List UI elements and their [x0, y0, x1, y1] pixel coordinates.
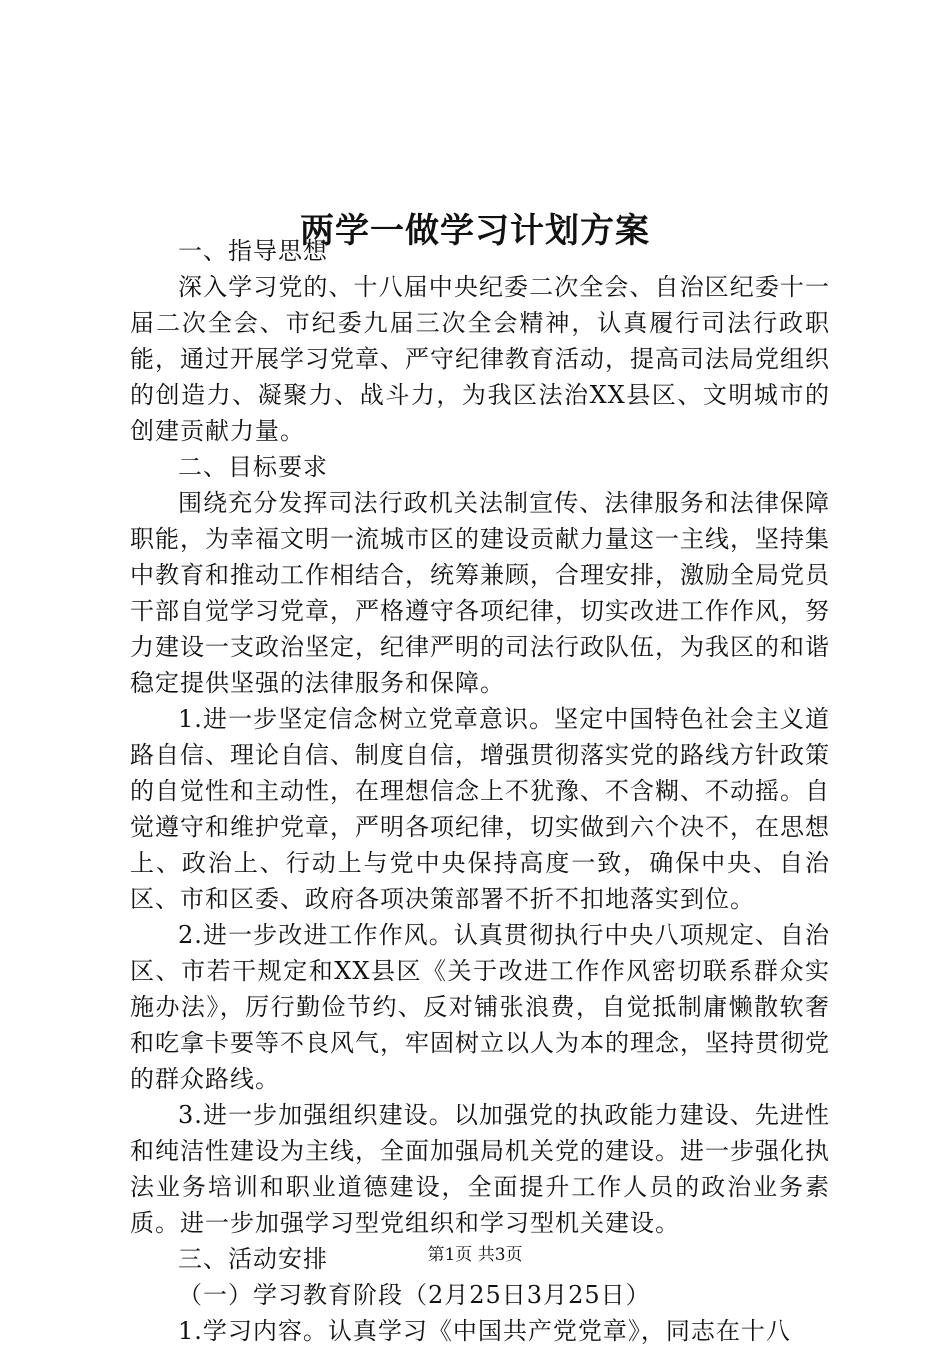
heading-activities: 三、活动安排 — [178, 1245, 328, 1273]
subheading-study-stage: （一）学习教育阶段（2月25日3月25日） — [178, 1281, 651, 1309]
paragraph-goal-2: 2.进一步改进工作作风。认真贯彻执行中央八项规定、自治区、市若干规定和XX县区《关于改进工作作风密切联系群众实施办法》，厉行勤俭节约、反对铺张浪费，自觉抵制庸懒散软奢和吃拿卡要等不良风气，牢固树立以人为本的理念，坚持贯彻党的群众路线。 — [130, 921, 830, 1093]
page-number: 第1页 共3页 — [427, 1245, 523, 1265]
paragraph-goals: 围绕充分发挥司法行政机关法制宣传、法律服务和法律保障职能，为幸福文明一流城市区的建设贡献力量这一主线，坚持集中教育和推动工作相结合，统筹兼顾，合理安排，激励全局党员干部自觉学习党章，严格遵守各项纪律，切实改进工作作风，努力建设一支政治坚定，纪律严明的司法行政队伍，为我区的和谐稳定提供坚强的法律服务和保障。 — [130, 489, 830, 697]
paragraph-study-content: 1.学习内容。认真学习《中国共产党党章》，同志在十八 — [178, 1317, 791, 1345]
document-body — [130, 233, 830, 1349]
heading-guiding-ideology: 一、指导思想 — [178, 237, 328, 265]
paragraph-goal-3: 3.进一步加强组织建设。以加强党的执政能力建设、先进性和纯洁性建设为主线，全面加强局机关党的建设。进一步强化执法业务培训和职业道德建设，全面提升工作人员的政治业务素质。进一步加强学习型党组织和学习型机关建设。 — [130, 1101, 830, 1237]
heading-goals: 二、目标要求 — [178, 453, 328, 481]
document-title: 两学一做学习计划方案 — [300, 210, 650, 251]
paragraph-goal-1: 1.进一步坚定信念树立党章意识。坚定中国特色社会主义道路自信、理论自信、制度自信，增强贯彻落实党的路线方针政策的自觉性和主动性，在理想信念上不犹豫、不含糊、不动摇。自觉遵守和维护党章，严明各项纪律，切实做到六个决不，在思想上、政治上、行动上与党中央保持高度一致，确保中央、自治区、市和区委、政府各项决策部署不折不扣地落实到位。 — [130, 705, 830, 913]
paragraph-guiding-ideology: 深入学习党的、十八届中央纪委二次全会、自治区纪委十一届二次全会、市纪委九届三次全会精神，认真履行司法行政职能，通过开展学习党章、严守纪律教育活动，提高司法局党组织的创造力、凝聚力、战斗力，为我区法治XX县区、文明城市的创建贡献力量。 — [130, 273, 830, 445]
